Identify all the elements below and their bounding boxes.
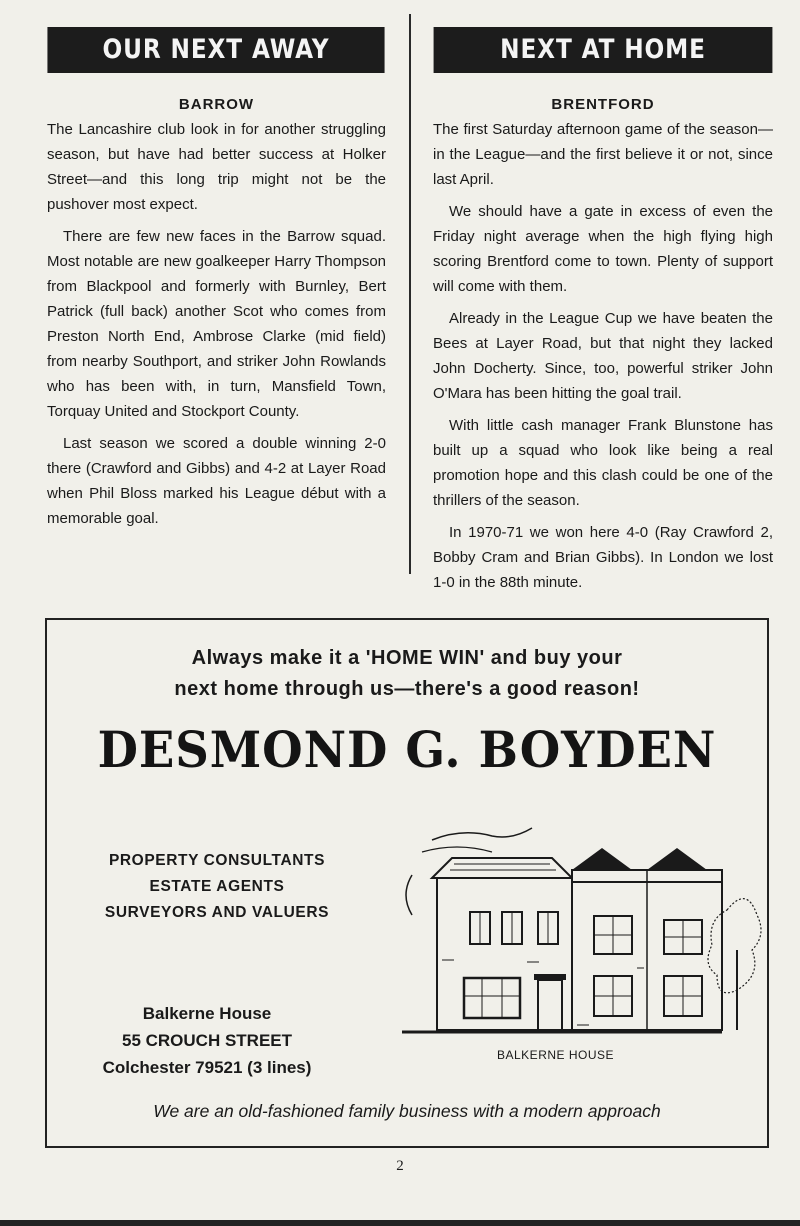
home-opponent: BRENTFORD (551, 96, 655, 113)
ad-service: SURVEYORS AND VALUERS (104, 904, 330, 921)
ad-footer-slogan: We are an old-fashioned family business with a modern approach (153, 1101, 661, 1121)
home-paragraph: We should have a gate in excess of even the Friday night average when the high flying high scoring Brentford come to town. Plenty of support will come with them. (433, 203, 773, 295)
ad-address-line: Balkerne House (142, 1004, 272, 1023)
ad-tagline-line1: Always make it a 'HOME WIN' and buy your (191, 647, 623, 669)
away-opponent: BARROW (178, 96, 255, 113)
away-column (47, 27, 386, 538)
page-number: 2 (396, 1158, 404, 1174)
ad-service: PROPERTY CONSULTANTS (108, 852, 326, 869)
ad-services (67, 848, 367, 926)
home-paragraph: Already in the League Cup we have beaten the Bees at Layer Road, but that night they lacked John Docherty. Since, too, powerful striker John O'Mara has been hitting the goal trail. (433, 310, 773, 402)
house-illustration-icon (392, 820, 762, 1040)
estate-agent-advert (45, 618, 769, 1148)
away-paragraph: Last season we scored a double winning 2-0 there (Crawford and Gibbs) and 4-2 at Layer Road when Phil Bloss marked his League début with a memorable goal. (47, 435, 386, 527)
home-column (433, 27, 773, 602)
home-paragraph: The first Saturday afternoon game of the season—in the League—and the first believe it or not, since last April. (433, 121, 773, 188)
home-paragraph: With little cash manager Frank Blunstone has built up a squad who look like being a real promotion hope and this clash could be one of the thrillers of the season. (433, 417, 773, 509)
home-banner: NEXT AT HOME (434, 27, 773, 73)
illustration-caption: BALKERNE HOUSE (497, 1048, 615, 1062)
away-paragraph: The Lancashire club look in for another struggling season, but have had better success at Holker Street—and this long trip might not be the pushover most expect. (47, 121, 386, 213)
page-edge (0, 1220, 800, 1226)
ad-service: ESTATE AGENTS (149, 878, 285, 895)
ad-brand-name: DESMOND G. BOYDEN (97, 720, 717, 779)
ad-tagline-line2: next home through us—there's a good reason! (174, 678, 640, 700)
away-paragraph: There are few new faces in the Barrow squad. Most notable are new goalkeeper Harry Thompson from Blackpool and formerly with Burnley, Bert Patrick (full back) another Scot who comes from Preston North End, Ambrose Clarke (mid field) from nearby Southport, and striker John Rowlands who has been with, in turn, Mansfield Town, Torquay United and Stockport County. (47, 228, 386, 420)
column-divider (409, 14, 411, 574)
away-banner: OUR NEXT AWAY (47, 27, 384, 73)
ad-address (57, 1000, 357, 1081)
ad-address-line: Colchester 79521 (3 lines) (102, 1058, 312, 1077)
home-paragraph: In 1970-71 we won here 4-0 (Ray Crawford 2, Bobby Cram and Brian Gibbs). In London we lost 1-0 in the 88th minute. (433, 524, 773, 591)
ad-address-line: 55 CROUCH STREET (121, 1031, 293, 1050)
